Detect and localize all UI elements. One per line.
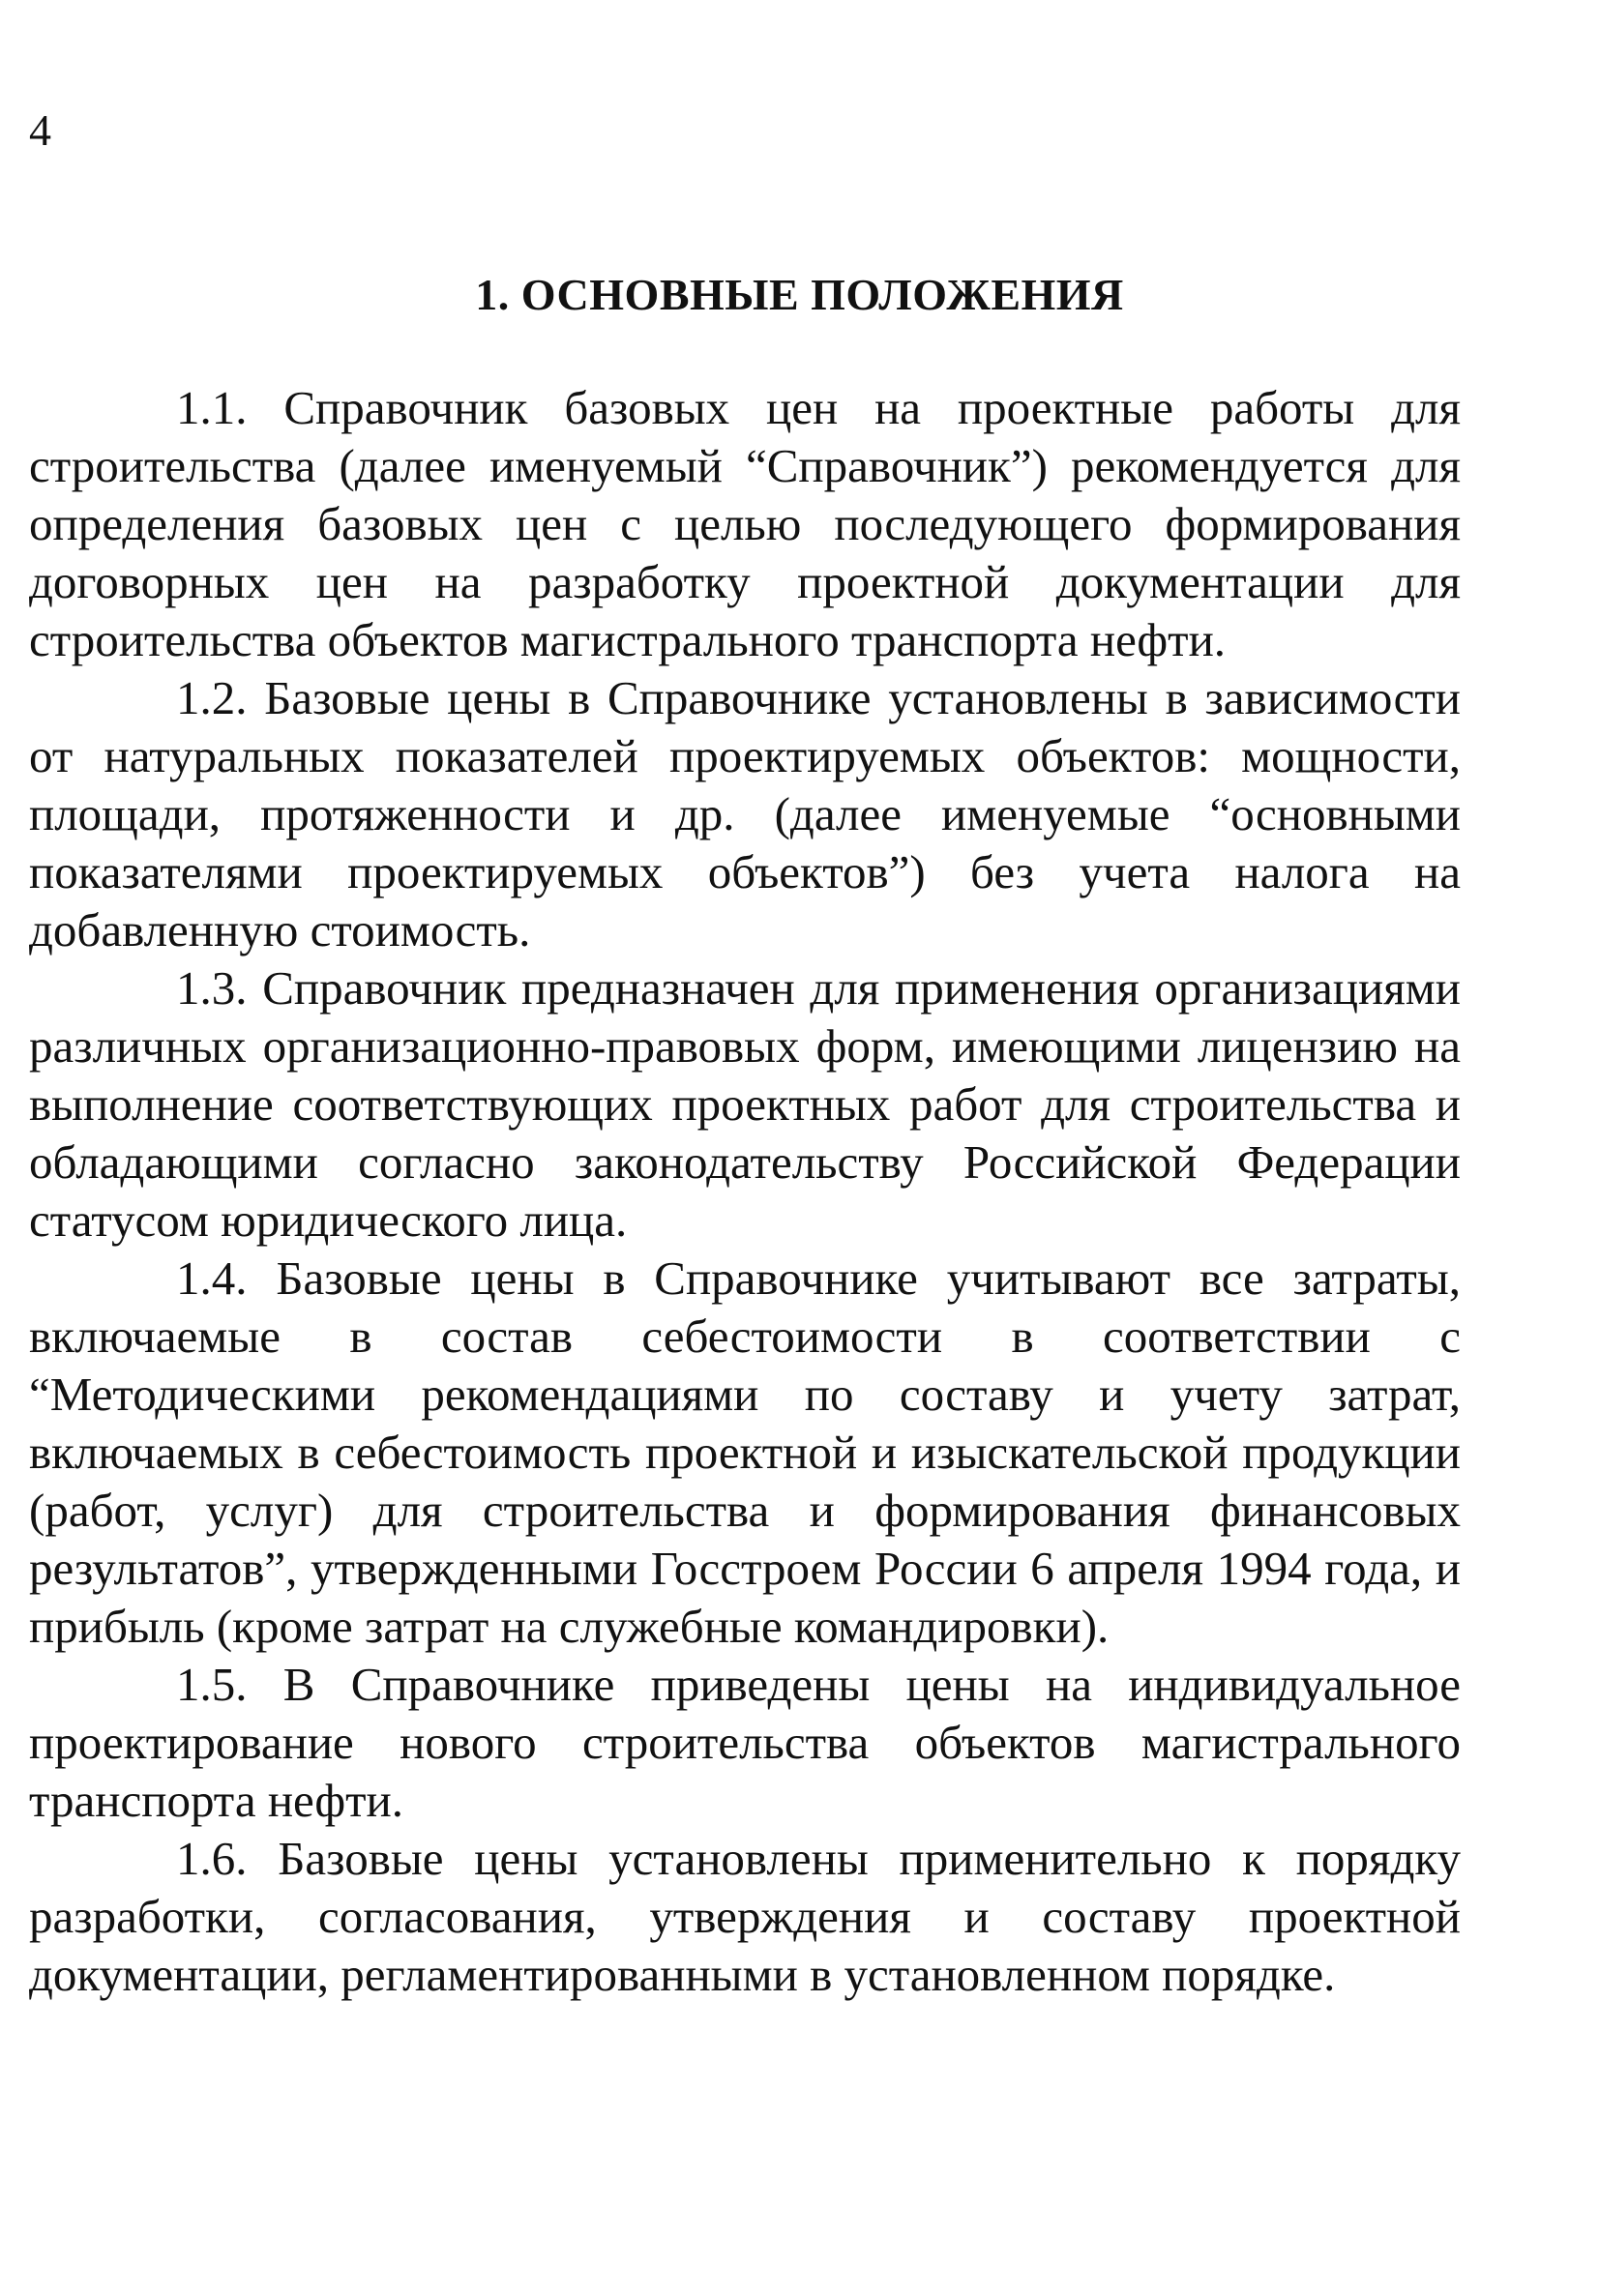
body-text [29,379,1461,2004]
paragraph-1-1: 1.1. Справочник базовых цен на проектные работы для строительства (далее именуемый “Справочник”) рекомендуется для определения базовых цен с целью последующего формирования договорных цен на разработку проектной документации для строительства объектов магистрального транспорта нефти. [29,381,1461,666]
paragraph-1-4: 1.4. Базовые цены в Справочнике учитывают все затраты, включаемые в состав себестоимости в соответствии с “Методическими рекомендациями по составу и учету затрат, включаемых в себестоимость проектной и изыскательской продукции (работ, услуг) для строительства и формирования финансовых результатов”, утвержденными Госстроем России 6 апреля 1994 года, и прибыль (кроме затрат на служебные командировки). [29,1251,1461,1653]
page-number: 4 [29,105,51,155]
paragraph-1-5: 1.5. В Справочнике приведены цены на индивидуальное проектирование нового строительства объектов магистрального транспорта нефти. [29,1658,1461,1827]
paragraph-1-3: 1.3. Справочник предназначен для применения организациями различных организационно-правовых форм, имеющими лицензию на выполнение соответствующих проектных работ для строительства и обладающими согласно законодательству Российской Федерации статусом юридического лица. [29,961,1461,1247]
paragraph-1-6: 1.6. Базовые цены установлены применительно к порядку разработки, согласования, утверждения и составу проектной документации, регламентированными в установленном порядке. [29,1832,1461,2001]
paragraph-1-2: 1.2. Базовые цены в Справочнике установлены в зависимости от натуральных показателей проектируемых объектов: мощности, площади, протяженности и др. (далее именуемые “основными показателями проектируемых объектов”) без учета налога на добавленную стоимость. [29,671,1461,957]
section-title: 1. ОСНОВНЫЕ ПОЛОЖЕНИЯ [475,270,1124,319]
